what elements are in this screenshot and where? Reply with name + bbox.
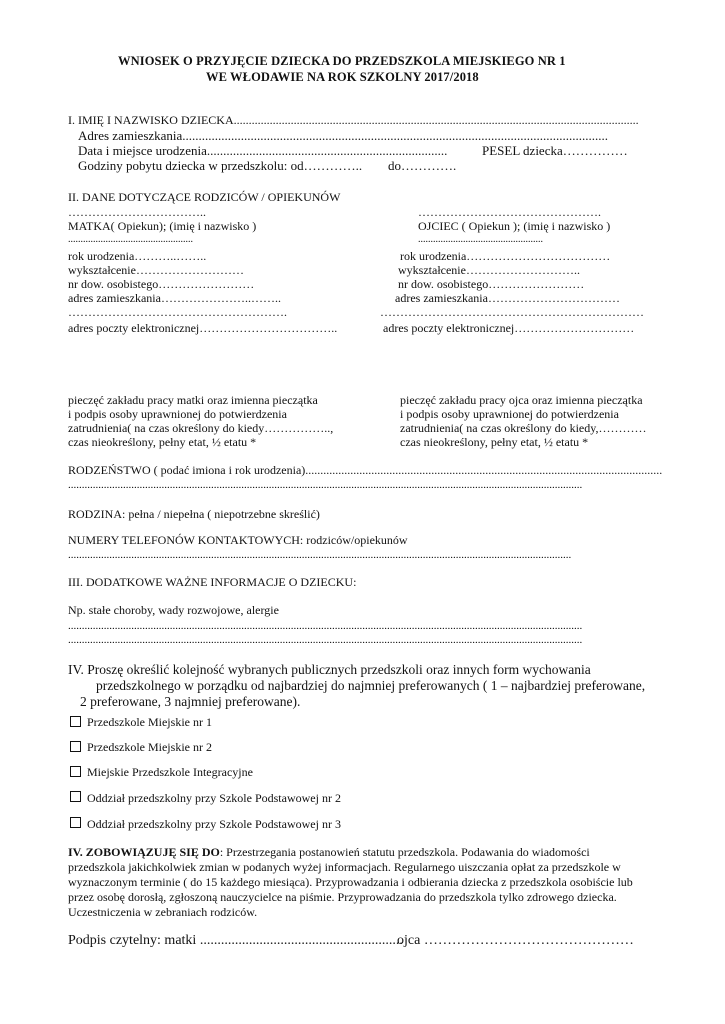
- mother-email[interactable]: adres poczty elektronicznej……………………………..: [68, 321, 338, 335]
- checkbox-option-3[interactable]: [70, 766, 81, 777]
- mother-address-cont[interactable]: ……………………………………………….: [68, 305, 287, 319]
- family-status: RODZINA: pełna / niepełna ( niepotrzebne skreślić): [68, 507, 320, 521]
- checkbox-option-1[interactable]: [70, 716, 81, 727]
- preference-line3: 2 preferowane, 3 najmniej preferowane).: [80, 694, 301, 709]
- preference-line1: IV. Proszę określić kolejność wybranych publicznych przedszkoli oraz innych form wychowania: [68, 662, 591, 677]
- option-3-label: Miejskie Przedszkole Integracyjne: [87, 765, 253, 779]
- mother-birth-year[interactable]: rok urodzenia………..……..: [68, 249, 207, 263]
- commitment-paragraph: [68, 845, 638, 920]
- father-email[interactable]: adres poczty elektronicznej…………………………: [383, 321, 635, 335]
- checkbox-option-5[interactable]: [70, 817, 81, 828]
- checkbox-option-4[interactable]: [70, 791, 81, 802]
- hours-to-field[interactable]: do………….: [388, 158, 457, 173]
- mother-stamp-line1: pieczęć zakładu pracy matki oraz imienna pieczątka: [68, 393, 318, 407]
- option-2-label: Przedszkole Miejskie nr 2: [87, 740, 212, 754]
- father-address[interactable]: adres zamieszkania……………………………: [395, 291, 620, 305]
- father-dots: ..................................................: [418, 234, 543, 245]
- mother-dots: ..................................................: [68, 234, 193, 245]
- phones-label: NUMERY TELEFONÓW KONTAKTOWYCH: rodziców/opiekunów: [68, 533, 408, 547]
- signature-mother[interactable]: Podpis czytelny: matki ..........................................................: [68, 933, 403, 948]
- mother-education[interactable]: wykształcenie………………………: [68, 263, 244, 277]
- father-name-line[interactable]: ……………………………………….: [418, 205, 601, 219]
- commitment-text: : Przestrzegania postanowień statutu przedszkola. Podawania do wiadomości przedszkola jakichkolwiek zmian w podanych wyżej informacjach. Regularnego uiszczania opłat za przedszkole w wyznaczonym terminie ( do 15 każdego miesiąca). Przyprowadzania i odbierania dziecka z przedszkola osobiście lub przez osobę dorosłą, zgłoszoną nauczycielce na piśmie. Przyprowadzania do przedszkola tylko zdrowego dziecka. Uczestniczenia w zebraniach rodziców.: [68, 845, 633, 919]
- option-5-label: Oddział przedszkolny przy Szkole Podstawowej nr 3: [87, 817, 341, 831]
- mother-stamp-line2: i podpis osoby uprawnionej do potwierdzenia: [68, 407, 287, 421]
- father-education[interactable]: wykształcenie………………………..: [398, 263, 580, 277]
- mother-stamp-line3[interactable]: zatrudnienia( na czas określony do kiedy……………..,: [68, 421, 334, 435]
- form-title-line1: WNIOSEK O PRZYJĘCIE DZIECKA DO PRZEDSZKOLA MIEJSKIEGO NR 1: [118, 54, 566, 68]
- option-1-label: Przedszkole Miejskie nr 1: [87, 715, 212, 729]
- child-pesel-field[interactable]: PESEL dziecka……………: [482, 143, 628, 158]
- mother-address[interactable]: adres zamieszkania…………………..……..: [68, 291, 281, 305]
- additional-info-example: Np. stałe choroby, wady rozwojowe, alergie: [68, 603, 279, 617]
- additional-info-line2[interactable]: ...........................................................................................................................................................................................: [68, 634, 583, 646]
- hours-from-field[interactable]: Godziny pobytu dziecka w przedszkolu: od…………..: [78, 158, 363, 173]
- father-stamp-line1: pieczęć zakładu pracy ojca oraz imienna pieczątka: [400, 393, 643, 407]
- phones-field[interactable]: .......................................................................................................................................................................................: [68, 549, 572, 561]
- father-stamp-line3[interactable]: zatrudnienia( na czas określony do kiedy,…………: [400, 421, 647, 435]
- mother-stamp-line4: czas nieokreślony, pełny etat, ½ etatu *: [68, 435, 257, 449]
- siblings-field[interactable]: RODZEŃSTWO ( podać imiona i rok urodzenia).......................................................................................................................: [68, 463, 663, 477]
- checkbox-option-2[interactable]: [70, 741, 81, 752]
- preference-line2: przedszkolnego w porządku od najbardziej do najmniej preferowanych ( 1 – najbardziej preferowane,: [96, 678, 646, 693]
- father-stamp-line2: i podpis osoby uprawnionej do potwierdzenia: [400, 407, 619, 421]
- additional-info-heading: III. DODATKOWE WAŻNE INFORMACJE O DZIECKU:: [68, 575, 357, 589]
- child-address-field[interactable]: Adres zamieszkania...................................................................................................................................: [78, 128, 609, 143]
- form-title-line2: WE WŁODAWIE NA ROK SZKOLNY 2017/2018: [206, 70, 479, 84]
- child-name-field[interactable]: I. IMIĘ I NAZWISKO DZIECKA.......................................................................................................................................: [68, 113, 639, 127]
- father-label: OJCIEC ( Opiekun ); (imię i nazwisko ): [418, 219, 611, 233]
- signature-father[interactable]: ojca ………………………………………: [397, 933, 634, 948]
- siblings-line2[interactable]: ...........................................................................................................................................................................................: [68, 479, 583, 491]
- father-birth-year[interactable]: rok urodzenia………………………………: [400, 249, 611, 263]
- mother-id-number[interactable]: nr dow. osobistego……………………: [68, 277, 255, 291]
- additional-info-line1[interactable]: ...........................................................................................................................................................................................: [68, 620, 583, 632]
- father-address-cont[interactable]: …………………………………………………………: [380, 305, 644, 319]
- option-4-label: Oddział przedszkolny przy Szkole Podstawowej nr 2: [87, 791, 341, 805]
- commitment-heading: IV. ZOBOWIĄZUJĘ SIĘ DO: [68, 845, 220, 859]
- father-stamp-line4: czas nieokreślony, pełny etat, ½ etatu *: [400, 435, 589, 449]
- parents-heading: II. DANE DOTYCZĄCE RODZICÓW / OPIEKUNÓW: [68, 190, 341, 204]
- father-id-number[interactable]: nr dow. osobistego……………………: [398, 277, 585, 291]
- mother-label: MATKA( Opiekun); (imię i nazwisko ): [68, 219, 257, 233]
- child-birth-field[interactable]: Data i miejsce urodzenia..........................................................................: [78, 143, 448, 158]
- mother-name-line[interactable]: ……………………………..: [68, 205, 206, 219]
